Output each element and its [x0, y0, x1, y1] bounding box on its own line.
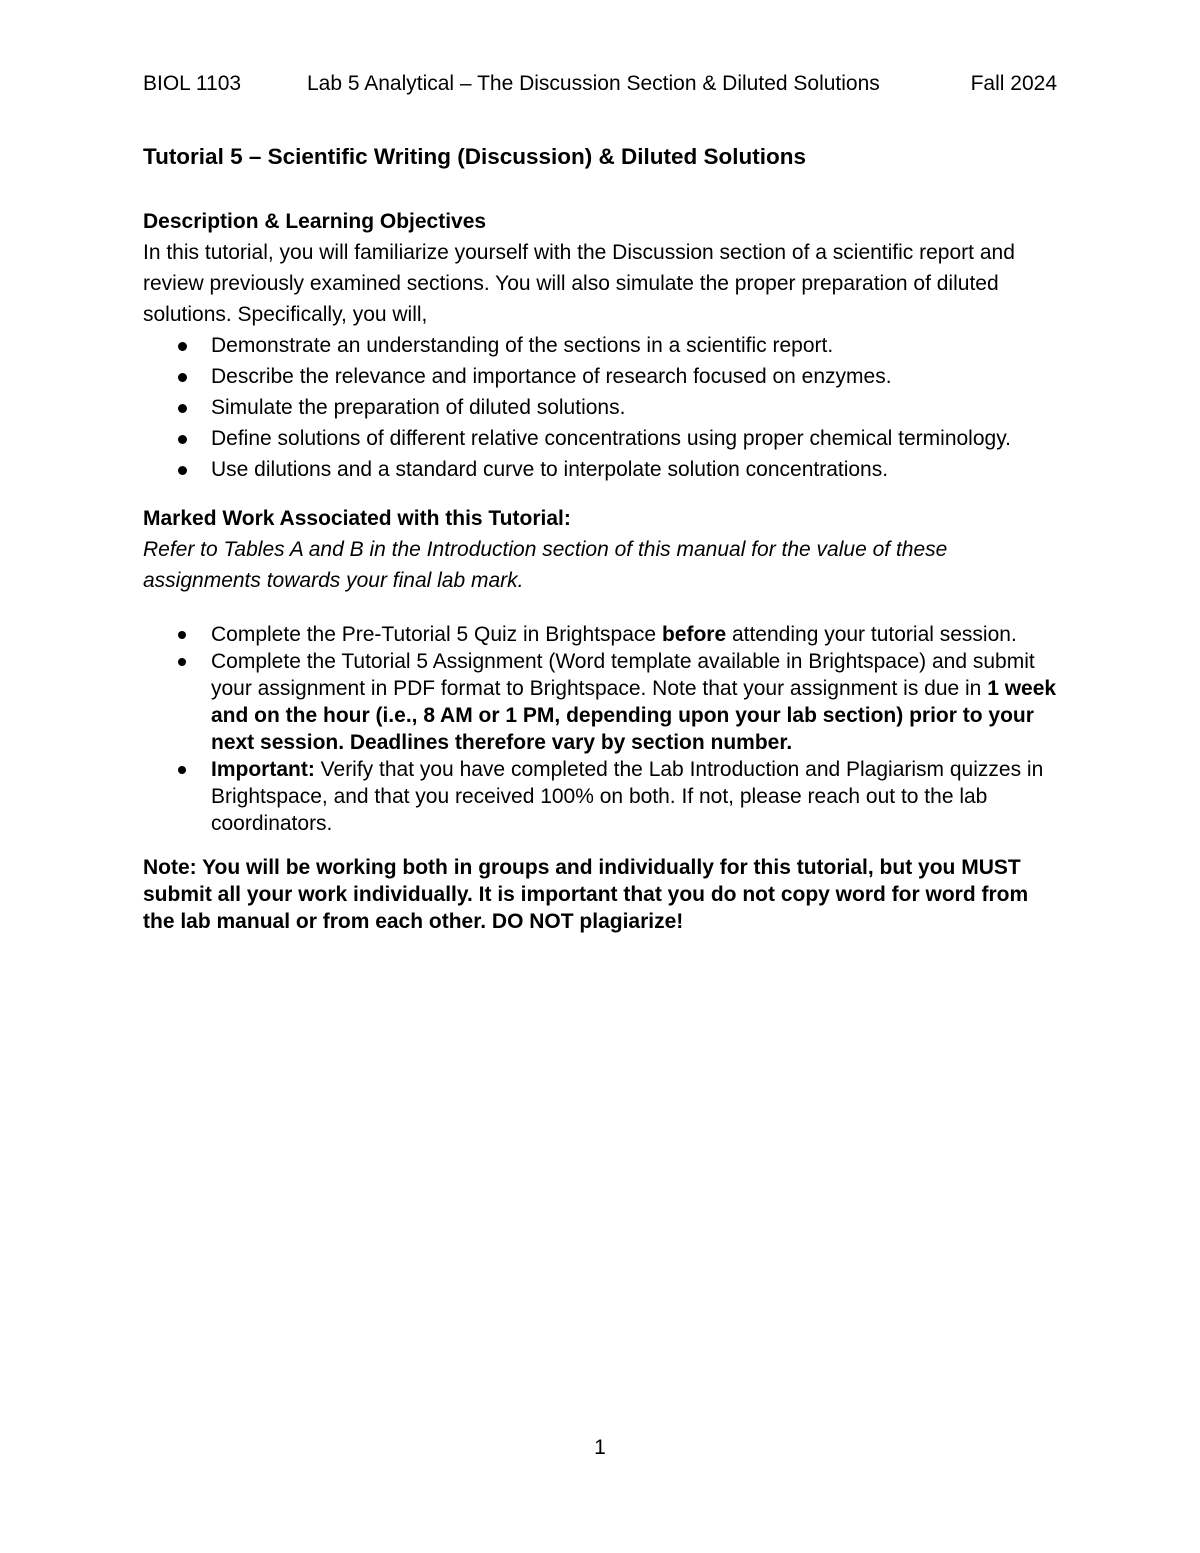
- objective-text: Demonstrate an understanding of the sections in a scientific report.: [211, 334, 834, 357]
- bullet-icon: [178, 373, 187, 382]
- quiz-text-bold: before: [661, 623, 727, 646]
- page-number: 1: [594, 1436, 606, 1459]
- page-title: Tutorial 5 – Scientific Writing (Discussion) & Diluted Solutions: [143, 144, 806, 169]
- objective-text: Use dilutions and a standard curve to interpolate solution concentrations.: [211, 458, 889, 481]
- objective-text: Describe the relevance and importance of research focused on enzymes.: [211, 365, 892, 388]
- objective-text: Simulate the preparation of diluted solutions.: [211, 396, 626, 419]
- objective-item: [211, 392, 1063, 423]
- assignment-text: Complete the Tutorial 5 Assignment (Word template available in Brightspace) and submit your assignment in PDF format to Brightspace. Note that your assignment is due in: [211, 650, 1035, 700]
- objective-item: [211, 330, 1063, 361]
- plagiarism-note: Note: You will be working both in groups and individually for this tutorial, but you MUST submit all your work individually. It is important that you do not copy word for word from the lab manual or from each other. DO NOT plagiarize!: [143, 856, 1029, 933]
- quiz-text-after: attending your tutorial session.: [726, 623, 1017, 646]
- objective-item: [211, 361, 1063, 392]
- task-item-assignment: [211, 648, 1063, 756]
- marked-work-heading: Marked Work Associated with this Tutorial:: [143, 507, 571, 530]
- assignment-deadline: 1 week and on the hour (i.e., 8 AM or 1 PM, depending upon your lab section) prior to your next session. Deadlines therefore vary by section number.: [211, 677, 1057, 754]
- bullet-icon: [178, 631, 186, 639]
- objective-item: [211, 423, 1063, 454]
- objective-text: Define solutions of different relative concentrations using proper chemical terminology.: [211, 427, 1011, 450]
- bullet-icon: [178, 342, 187, 351]
- bullet-icon: [178, 658, 186, 666]
- important-label: Important:: [211, 758, 315, 781]
- important-text: Verify that you have completed the Lab Introduction and Plagiarism quizzes in Brightspace, and that you received 100% on both. If not, please reach out to the lab coordinators.: [211, 758, 1044, 835]
- header-course: BIOL 1103: [143, 72, 242, 95]
- task-item-quiz: [211, 621, 1063, 648]
- bullet-icon: [178, 435, 187, 444]
- bullet-icon: [178, 766, 186, 774]
- task-item-important: [211, 756, 1063, 837]
- bullet-icon: [178, 466, 187, 475]
- objective-item: [211, 454, 1063, 485]
- header-term: Fall 2024: [970, 72, 1057, 95]
- quiz-text-before: Complete the Pre-Tutorial 5 Quiz in Brightspace: [211, 623, 662, 646]
- page-content: [143, 141, 1063, 935]
- bullet-icon: [178, 404, 187, 413]
- description-intro: In this tutorial, you will familiarize yourself with the Discussion section of a scientific report and review previously examined sections. You will also simulate the proper preparation of diluted solutions. Specifically, you will,: [143, 241, 1015, 326]
- description-heading: Description & Learning Objectives: [143, 210, 487, 233]
- marked-work-list: [143, 621, 1063, 837]
- running-header: [143, 70, 1057, 98]
- marked-work-reference: Refer to Tables A and B in the Introduction section of this manual for the value of these assignments towards your final lab mark.: [143, 538, 948, 592]
- objectives-list: [143, 330, 1063, 485]
- header-lab-title: Lab 5 Analytical – The Discussion Section & Diluted Solutions: [307, 72, 880, 95]
